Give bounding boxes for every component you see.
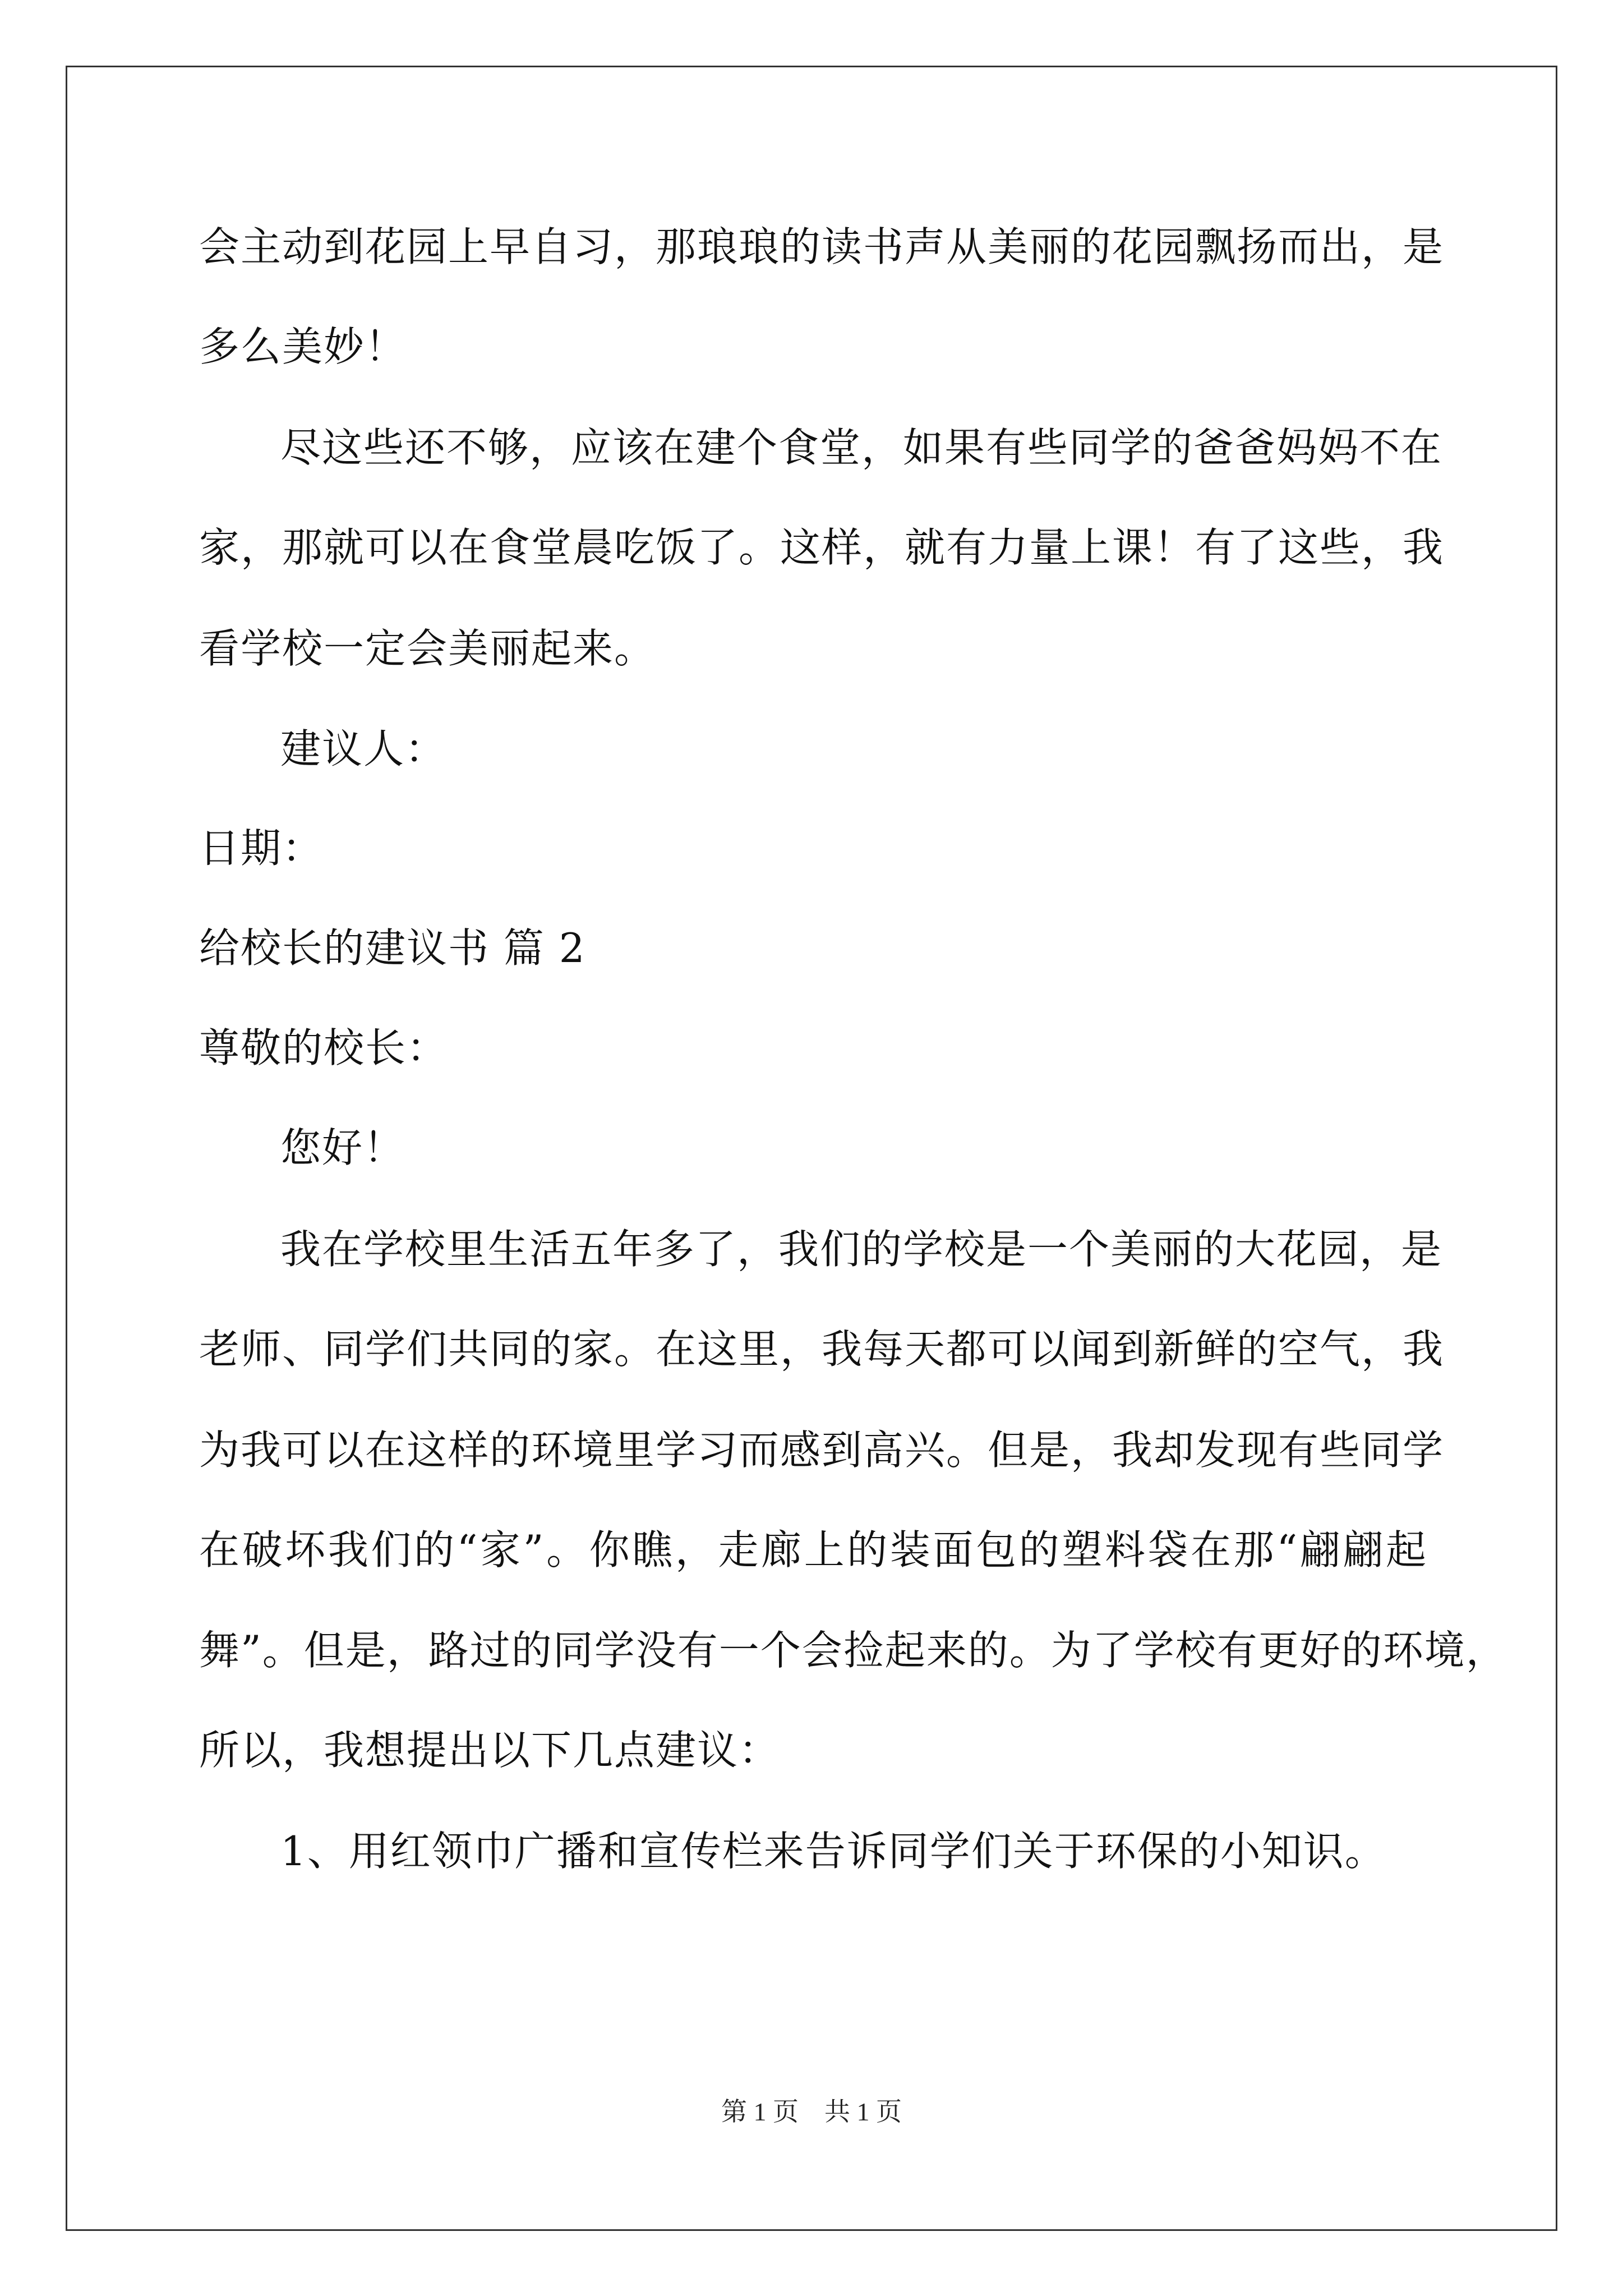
- text-line: 尽这些还不够，应该在建个食堂，如果有些同学的爸爸妈妈不在: [280, 424, 1443, 471]
- text-line: 会主动到花园上早自习，那琅琅的读书声从美丽的花园飘扬而出，是: [199, 223, 1445, 270]
- text-line: 为我可以在这样的环境里学习而感到高兴。但是，我却发现有些同学: [199, 1427, 1445, 1474]
- salutation: 尊敬的校长：: [199, 1024, 449, 1071]
- list-item: 1、用红领巾广播和宣传栏来告诉同学们关于环保的小知识。: [280, 1828, 1386, 1875]
- text-line: 老师、同学们共同的家。在这里，我每天都可以闻到新鲜的空气，我: [199, 1326, 1445, 1373]
- section-heading: 给校长的建议书 篇 2: [199, 924, 586, 972]
- signer-label: 建议人：: [280, 725, 447, 772]
- text-line: 在破坏我们的“家”。你瞧，走廊上的装面包的塑料袋在那“翩翩起: [199, 1526, 1427, 1573]
- page-number: 第 1 页 共 1 页: [721, 2097, 902, 2126]
- text-line: 我在学校里生活五年多了，我们的学校是一个美丽的大花园，是: [280, 1226, 1443, 1273]
- greeting: 您好！: [280, 1124, 405, 1171]
- text-line: 多么美妙！: [199, 323, 407, 370]
- text-line: 看学校一定会美丽起来。: [199, 625, 656, 672]
- text-line: 所以，我想提出以下几点建议：: [199, 1727, 781, 1774]
- text-line: 家，那就可以在食堂晨吃饭了。这样，就有力量上课！有了这些，我: [199, 524, 1445, 571]
- date-label: 日期：: [199, 825, 324, 872]
- text-line: 舞”。但是，路过的同学没有一个会捡起来的。为了学校有更好的环境，: [199, 1627, 1507, 1674]
